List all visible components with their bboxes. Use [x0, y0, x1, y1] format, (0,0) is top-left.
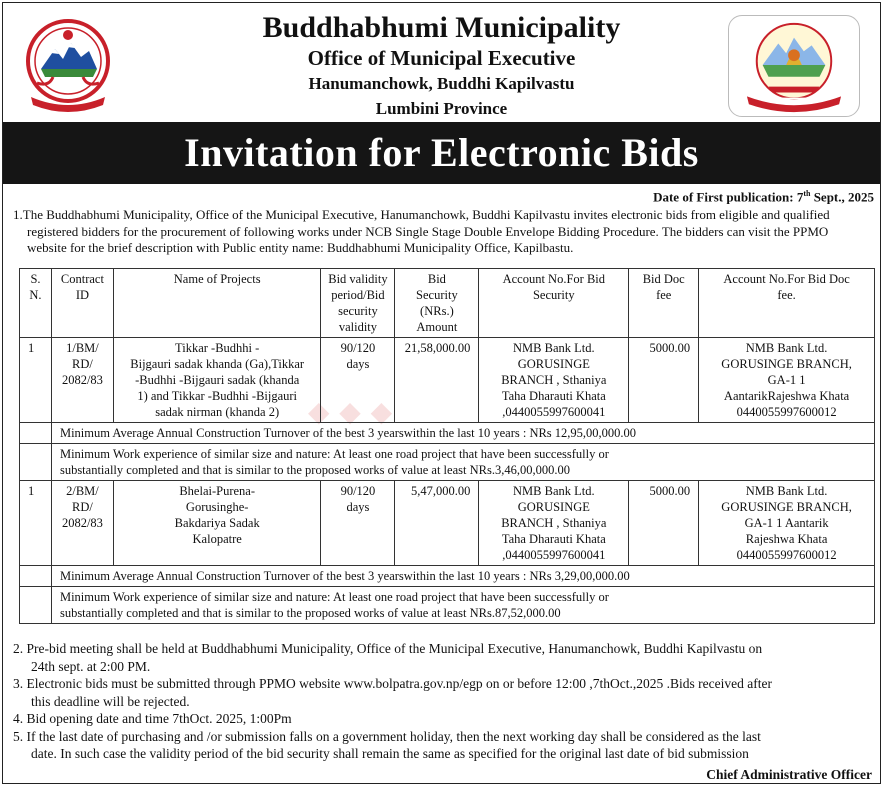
publication-day: 7 — [796, 189, 804, 205]
experience-requirement: Minimum Work experience of similar size and nature: At least one road project that have been successfully or substantially completed and that is similar to the proposed works of value at least NRs.3,46,00,000.00 — [51, 444, 874, 481]
intro-line: registered bidders for the procurement of following works under NCB Single Stage Double Envelope Bidding Procedure. The bidders can visit the PPMO — [27, 223, 829, 239]
note-holiday: 5. If the last date of purchasing and /or submission falls on a government holiday, then the next working day shall be considered as the last — [13, 728, 761, 744]
cell-bid-validity: 90/120 days — [321, 481, 395, 566]
publication-date — [653, 189, 874, 205]
table-row — [20, 338, 875, 423]
cell-bid-validity: 90/120 days — [321, 338, 395, 423]
header-bid-validity: Bid validity period/Bid security validity — [321, 269, 395, 338]
letterhead — [3, 3, 880, 121]
cell-fee-account: NMB Bank Ltd. GORUSINGE BRANCH, GA-1 1 AantarikRajeshwa Khata 0440055997600012 — [699, 338, 875, 423]
cell-project-name: Bhelai-Purena- Gorusinghe- Bakdariya Sadak Kalopatre — [113, 481, 321, 566]
header-fee-account: Account No.For Bid Doc fee. — [699, 269, 875, 338]
watermark: ◆ ◆ ◆ — [308, 395, 393, 428]
cell-project-name: Tikkar -Budhhi - Bijgauri sadak khanda (Ga),Tikkar -Budhhi -Bijgauri sadak (khanda 1) and Tikkar -Budhhi -Bijgauri sadak nirman (khanda 2) — [113, 338, 321, 423]
turnover-requirement: Minimum Average Annual Construction Turnover of the best 3 yearswithin the last 10 years : NRs 12,95,00,000.00 — [51, 423, 874, 444]
cell-security-account: NMB Bank Ltd. GORUSINGE BRANCH , Sthaniya Taha Dharauti Khata ,0440055997600041 — [479, 481, 629, 566]
cell-sn: 1 — [20, 338, 52, 423]
note-opening: 4. Bid opening date and time 7thOct. 2025, 1:00Pm — [13, 711, 292, 726]
header-bid-security: Bid Security (NRs.) Amount — [395, 269, 479, 338]
cell-bid-security: 21,58,000.00 — [395, 338, 479, 423]
table-row — [20, 481, 875, 566]
intro-line: 1.The Buddhabhumi Municipality, Office of the Municipal Executive, Hanumanchowk, Buddhi Kapilvastu invites electronic bids from eligible and qualified — [13, 207, 830, 222]
cell-sn: 1 — [20, 481, 52, 566]
title-banner — [3, 122, 880, 184]
bids-table — [19, 268, 875, 624]
header-sn: S. N. — [20, 269, 52, 338]
experience-row — [20, 587, 875, 624]
header-security-account: Account No.For Bid Security — [479, 269, 629, 338]
banner-title: Invitation for Electronic Bids — [184, 130, 699, 175]
turnover-row — [20, 566, 875, 587]
note-pre-bid: 2. Pre-bid meeting shall be held at Buddhabhumi Municipality, Office of the Municipal Executive, Hanumanchowk, Buddhi Kapilvastu on — [13, 641, 763, 656]
cell-bid-security: 5,47,000.00 — [395, 481, 479, 566]
experience-requirement: Minimum Work experience of similar size and nature: At least one road project that have been successfully or substantially completed and that is similar to the proposed works of value at least NRs.87,52,000.00 — [51, 587, 874, 624]
header-doc-fee: Bid Doc fee — [629, 269, 699, 338]
experience-row — [20, 444, 875, 481]
cell-contract-id: 2/BM/ RD/ 2082/83 — [51, 481, 113, 566]
cell-fee-account: NMB Bank Ltd. GORUSINGE BRANCH, GA-1 1 Aantarik Rajeshwa Khata 0440055997600012 — [699, 481, 875, 566]
office-address: Hanumanchowk, Buddhi Kapilvastu — [308, 74, 575, 93]
note-submission-cont: this deadline will be rejected. — [31, 693, 190, 709]
cell-doc-fee: 5000.00 — [629, 481, 699, 566]
municipality-title: Buddhabhumi Municipality — [262, 11, 621, 44]
province-name: Lumbini Province — [375, 99, 508, 118]
publication-day-suffix: th — [803, 189, 811, 198]
publication-month-year: Sept., 2025 — [810, 189, 874, 205]
note-pre-bid-cont: 24th sept. at 2:00 PM. — [31, 658, 151, 674]
municipality-logo — [728, 15, 860, 117]
cell-contract-id: 1/BM/ RD/ 2082/83 — [51, 338, 113, 423]
notice-page — [2, 2, 881, 784]
notes-section — [13, 640, 877, 763]
header-project-name: Name of Projects — [113, 269, 321, 338]
table-header-row — [20, 269, 875, 338]
cell-security-account: NMB Bank Ltd. GORUSINGE BRANCH , Sthaniya Taha Dharauti Khata ,0440055997600041 — [479, 338, 629, 423]
signature-title: Chief Administrative Officer — [706, 767, 872, 782]
intro-paragraph — [13, 207, 875, 257]
note-holiday-cont: date. In such case the validity period of the bid security shall remain the same as specified for the original last date of bid submission — [31, 746, 749, 761]
intro-line: website for the brief description with Public entity name: Buddhabhumi Municipality Office, Kapilbastu. — [27, 240, 574, 255]
cell-doc-fee: 5000.00 — [629, 338, 699, 423]
office-title: Office of Municipal Executive — [307, 46, 576, 70]
publication-label: Date of First publication: — [653, 189, 794, 205]
header-contract-id: Contract ID — [51, 269, 113, 338]
turnover-row — [20, 423, 875, 444]
turnover-requirement: Minimum Average Annual Construction Turnover of the best 3 yearswithin the last 10 years : NRs 3,29,00,000.00 — [51, 566, 874, 587]
note-submission: 3. Electronic bids must be submitted through PPMO website www.bolpatra.gov.np/egp on or before 12:00 ,7thOct.,2025 .Bids received after — [13, 676, 772, 691]
